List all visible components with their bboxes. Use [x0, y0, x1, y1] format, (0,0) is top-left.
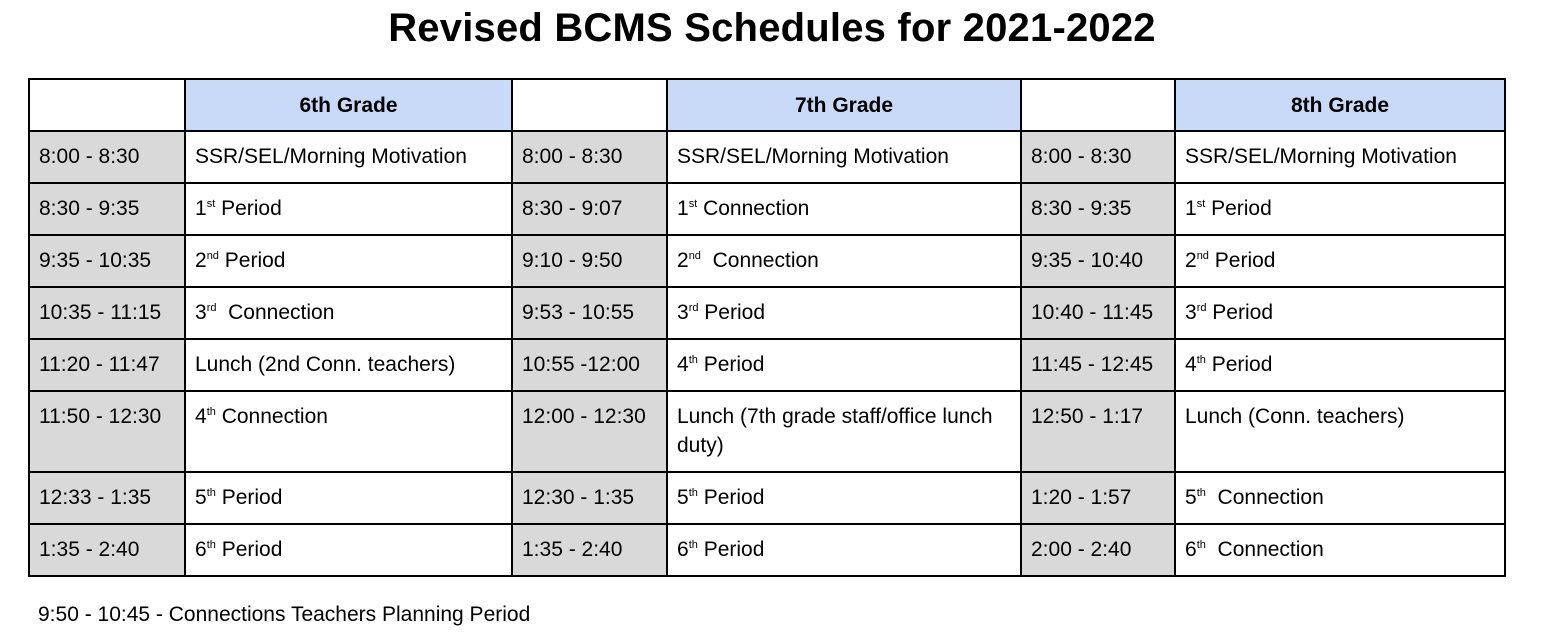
ordinal-suffix: nd	[688, 250, 701, 262]
period-number: 1	[677, 197, 689, 220]
ordinal-suffix: th	[206, 487, 216, 499]
activity-label: Lunch (Conn. teachers)	[1185, 405, 1405, 428]
period-number: 3	[1185, 301, 1197, 324]
header-row	[29, 79, 1505, 131]
period-number: 2	[677, 249, 689, 272]
activity-cell-8th-grade	[1175, 235, 1505, 287]
activity-label: Period	[1205, 353, 1273, 376]
table-row	[29, 131, 1505, 183]
activity-cell-7th-grade	[667, 235, 1021, 287]
ordinal-suffix: th	[206, 406, 216, 418]
period-number: 1	[1185, 197, 1197, 220]
time-cell-8th-grade: 9:35 - 10:40	[1021, 235, 1175, 287]
period-number: 6	[1185, 538, 1197, 561]
time-cell-6th-grade: 11:50 - 12:30	[29, 391, 185, 472]
activity-cell-7th-grade	[667, 472, 1021, 524]
activity-cell-7th-grade	[667, 339, 1021, 391]
activity-label: Period	[1205, 197, 1272, 220]
period-number: 6	[195, 538, 207, 561]
ordinal-suffix: th	[688, 354, 698, 366]
activity-cell-8th-grade	[1175, 472, 1505, 524]
ordinal-suffix: th	[688, 487, 698, 499]
activity-cell-6th-grade	[185, 235, 512, 287]
activity-label: Period	[697, 486, 765, 509]
table-row	[29, 472, 1505, 524]
planning-period-note: 9:50 - 10:45 - Connections Teachers Planning Period	[38, 603, 531, 626]
time-cell-7th-grade: 10:55 -12:00	[512, 339, 667, 391]
activity-cell-6th-grade	[185, 131, 512, 183]
table-row	[29, 524, 1505, 576]
activity-label: Period	[698, 301, 766, 324]
activity-label: SSR/SEL/Morning Motivation	[195, 145, 467, 168]
activity-cell-6th-grade	[185, 287, 512, 339]
table-row	[29, 339, 1505, 391]
time-cell-7th-grade: 9:53 - 10:55	[512, 287, 667, 339]
table-row	[29, 287, 1505, 339]
activity-cell-7th-grade	[667, 183, 1021, 235]
activity-label: Period	[215, 538, 283, 561]
ordinal-suffix: nd	[1196, 250, 1209, 262]
header-6th-grade: 6th Grade	[185, 79, 512, 131]
period-number: 4	[195, 405, 207, 428]
activity-cell-8th-grade	[1175, 287, 1505, 339]
activity-label: Connection	[1205, 538, 1324, 561]
time-cell-8th-grade: 12:50 - 1:17	[1021, 391, 1175, 472]
period-number: 6	[677, 538, 689, 561]
activity-label: Period	[218, 249, 286, 272]
activity-label: Connection	[697, 197, 810, 220]
ordinal-suffix: rd	[206, 302, 217, 314]
time-cell-7th-grade: 12:00 - 12:30	[512, 391, 667, 472]
period-number: 2	[1185, 249, 1197, 272]
ordinal-suffix: rd	[688, 302, 699, 314]
table-row	[29, 391, 1505, 472]
time-cell-8th-grade: 8:00 - 8:30	[1021, 131, 1175, 183]
activity-label: Period	[215, 486, 283, 509]
time-cell-7th-grade: 12:30 - 1:35	[512, 472, 667, 524]
table-row	[29, 235, 1505, 287]
time-cell-6th-grade: 12:33 - 1:35	[29, 472, 185, 524]
time-cell-7th-grade: 8:00 - 8:30	[512, 131, 667, 183]
activity-cell-8th-grade	[1175, 131, 1505, 183]
time-cell-8th-grade: 8:30 - 9:35	[1021, 183, 1175, 235]
header-8th-grade: 8th Grade	[1175, 79, 1505, 131]
ordinal-suffix: st	[688, 198, 698, 210]
time-cell-8th-grade: 1:20 - 1:57	[1021, 472, 1175, 524]
activity-cell-8th-grade	[1175, 391, 1505, 472]
time-cell-6th-grade: 8:30 - 9:35	[29, 183, 185, 235]
header-7th-grade: 7th Grade	[667, 79, 1021, 131]
period-number: 2	[195, 249, 207, 272]
activity-label: SSR/SEL/Morning Motivation	[677, 145, 949, 168]
ordinal-suffix: th	[688, 539, 698, 551]
activity-label: SSR/SEL/Morning Motivation	[1185, 145, 1457, 168]
header-time-6th-blank	[29, 79, 185, 131]
ordinal-suffix: th	[206, 539, 216, 551]
activity-cell-7th-grade	[667, 524, 1021, 576]
period-number: 5	[677, 486, 689, 509]
time-cell-6th-grade: 8:00 - 8:30	[29, 131, 185, 183]
time-cell-6th-grade: 9:35 - 10:35	[29, 235, 185, 287]
activity-cell-6th-grade	[185, 183, 512, 235]
activity-label: Lunch (7th grade staff/office lunch duty)	[677, 405, 999, 457]
page-title: Revised BCMS Schedules for 2021-2022	[388, 6, 1156, 50]
time-cell-8th-grade: 2:00 - 2:40	[1021, 524, 1175, 576]
period-number: 5	[195, 486, 207, 509]
ordinal-suffix: th	[1196, 539, 1206, 551]
activity-label: Period	[697, 538, 765, 561]
time-cell-6th-grade: 1:35 - 2:40	[29, 524, 185, 576]
activity-label: Period	[1206, 301, 1274, 324]
activity-label: Lunch (2nd Conn. teachers)	[195, 353, 456, 376]
period-number: 4	[677, 353, 689, 376]
activity-label: Period	[215, 197, 282, 220]
activity-cell-7th-grade	[667, 131, 1021, 183]
ordinal-suffix: rd	[1196, 302, 1207, 314]
ordinal-suffix: th	[1196, 487, 1206, 499]
activity-cell-6th-grade	[185, 472, 512, 524]
activity-cell-8th-grade	[1175, 339, 1505, 391]
time-cell-7th-grade: 1:35 - 2:40	[512, 524, 667, 576]
schedule-table	[28, 78, 1506, 577]
activity-cell-6th-grade	[185, 524, 512, 576]
activity-label: Connection	[215, 405, 328, 428]
period-number: 5	[1185, 486, 1197, 509]
time-cell-7th-grade: 8:30 - 9:07	[512, 183, 667, 235]
header-time-7th-blank	[512, 79, 667, 131]
period-number: 3	[195, 301, 207, 324]
period-number: 3	[677, 301, 689, 324]
activity-label: Period	[1208, 249, 1276, 272]
period-number: 4	[1185, 353, 1197, 376]
ordinal-suffix: st	[206, 198, 216, 210]
activity-label: Connection	[700, 249, 819, 272]
activity-cell-6th-grade	[185, 339, 512, 391]
table-row	[29, 183, 1505, 235]
ordinal-suffix: nd	[206, 250, 219, 262]
ordinal-suffix: st	[1196, 198, 1206, 210]
period-number: 1	[195, 197, 207, 220]
header-time-8th-blank	[1021, 79, 1175, 131]
activity-cell-8th-grade	[1175, 524, 1505, 576]
activity-cell-7th-grade	[667, 287, 1021, 339]
activity-label: Connection	[216, 301, 335, 324]
activity-label: Period	[697, 353, 765, 376]
time-cell-8th-grade: 10:40 - 11:45	[1021, 287, 1175, 339]
time-cell-6th-grade: 10:35 - 11:15	[29, 287, 185, 339]
activity-cell-8th-grade	[1175, 183, 1505, 235]
activity-cell-7th-grade	[667, 391, 1021, 472]
time-cell-6th-grade: 11:20 - 11:47	[29, 339, 185, 391]
time-cell-8th-grade: 11:45 - 12:45	[1021, 339, 1175, 391]
time-cell-7th-grade: 9:10 - 9:50	[512, 235, 667, 287]
ordinal-suffix: th	[1196, 354, 1206, 366]
activity-cell-6th-grade	[185, 391, 512, 472]
schedule-body	[29, 131, 1505, 576]
activity-label: Connection	[1205, 486, 1324, 509]
